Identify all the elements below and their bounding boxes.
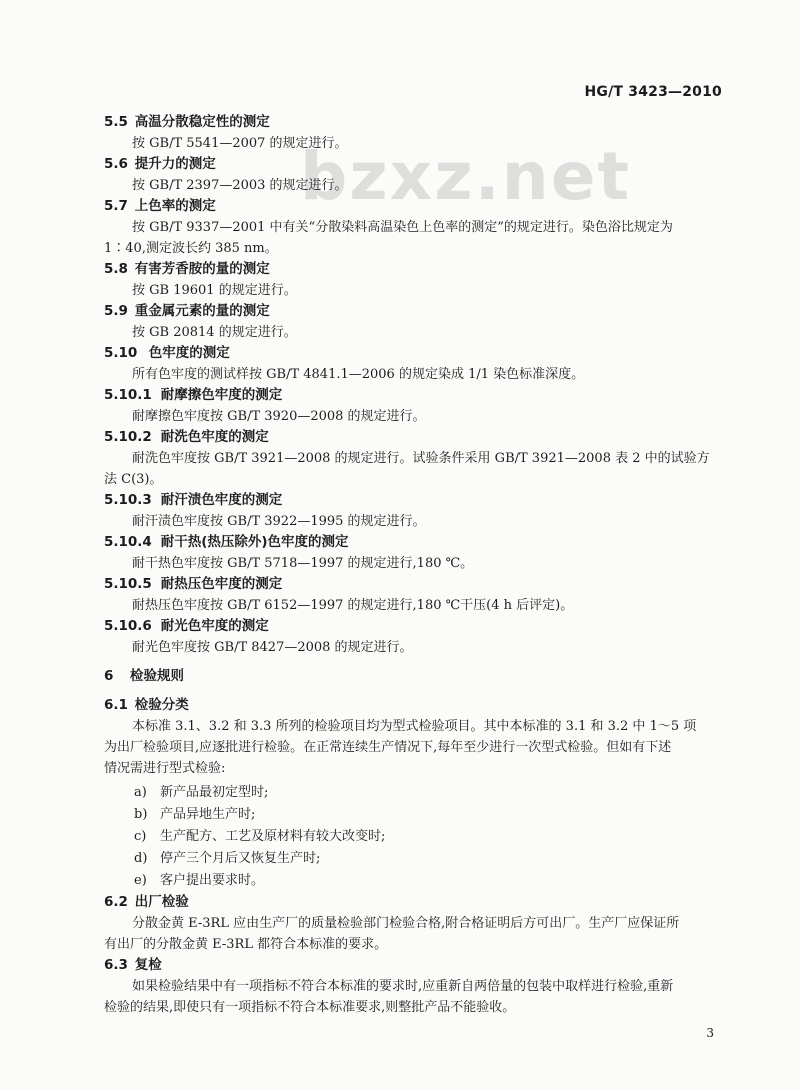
section-text: 耐干热色牢度按 GB/T 5718—1997 的规定进行,180 ℃。 <box>132 556 474 571</box>
section-text-continued: 为出厂检验项目,应逐批进行检验。在正常连续生产情况下,每年至少进行一次型式检验。但如有下述 <box>104 740 672 755</box>
section-heading: 5.10.4 耐干热(热压除外)色牢度的测定 <box>104 534 349 550</box>
chapter-heading: 6 检验规则 <box>104 668 184 684</box>
section-heading: 5.8 有害芳香胺的量的测定 <box>104 261 270 277</box>
section-heading: 5.10.6 耐光色牢度的测定 <box>104 618 269 634</box>
section-text: 按 GB 19601 的规定进行。 <box>132 283 297 298</box>
section-heading: 5.10.1 耐摩擦色牢度的测定 <box>104 387 283 403</box>
standard-code: HG/T 3423—2010 <box>584 84 722 100</box>
section-text: 按 GB/T 2397—2003 的规定进行。 <box>132 178 348 193</box>
section-text: 耐汗渍色牢度按 GB/T 3922—1995 的规定进行。 <box>132 514 426 529</box>
list-item: d) 停产三个月后又恢复生产时; <box>134 851 321 866</box>
document-body <box>104 112 744 1018</box>
watermark-text: bzxz.net <box>300 138 632 215</box>
section-text-continued: 检验的结果,即使只有一项指标不符合本标准要求,则整批产品不能验收。 <box>104 1000 516 1015</box>
section-heading: 5.10.3 耐汗渍色牢度的测定 <box>104 492 283 508</box>
list-item: c) 生产配方、工艺及原材料有较大改变时; <box>134 829 386 844</box>
section-text-continued: 1∶40,测定波长约 385 nm。 <box>104 241 278 256</box>
section-text: 分散金黄 E-3RL 应由生产厂的质量检验部门检验合格,附合格证明后方可出厂。生产厂应保证所 <box>132 916 680 931</box>
page-number: 3 <box>706 1026 714 1040</box>
section-heading: 5.10 色牢度的测定 <box>104 345 230 361</box>
section-text: 耐洗色牢度按 GB/T 3921—2008 的规定进行。试验条件采用 GB/T 3921—2008 表 2 中的试验方 <box>132 451 710 466</box>
section-text-continued: 法 C(3)。 <box>104 472 163 487</box>
list-item: e) 客户提出要求时。 <box>134 873 265 888</box>
section-heading: 5.7 上色率的测定 <box>104 198 216 214</box>
section-text: 按 GB 20814 的规定进行。 <box>132 325 297 340</box>
section-text-continued: 有出厂的分散金黄 E-3RL 都符合本标准的要求。 <box>104 937 388 952</box>
section-heading: 6.2 出厂检验 <box>104 894 189 910</box>
section-text: 按 GB/T 9337—2001 中有关“分散染料高温染色上色率的测定”的规定进行。染色浴比规定为 <box>132 220 673 235</box>
section-text: 按 GB/T 5541—2007 的规定进行。 <box>132 136 348 151</box>
list-item: a) 新产品最初定型时; <box>134 785 269 800</box>
section-text: 耐摩擦色牢度按 GB/T 3920—2008 的规定进行。 <box>132 409 426 424</box>
section-text-continued: 情况需进行型式检验: <box>104 761 226 776</box>
section-heading: 6.1 检验分类 <box>104 697 189 713</box>
section-heading: 5.5 高温分散稳定性的测定 <box>104 114 270 130</box>
section-text: 如果检验结果中有一项指标不符合本标准的要求时,应重新自两倍量的包装中取样进行检验,重新 <box>132 979 674 994</box>
section-text: 所有色牢度的测试样按 GB/T 4841.1—2006 的规定染成 1/1 染色标准深度。 <box>132 367 585 382</box>
section-heading: 5.6 提升力的测定 <box>104 156 216 172</box>
section-heading: 6.3 复检 <box>104 957 162 973</box>
section-text: 耐光色牢度按 GB/T 8427—2008 的规定进行。 <box>132 640 413 655</box>
section-heading: 5.10.2 耐洗色牢度的测定 <box>104 429 269 445</box>
section-heading: 5.9 重金属元素的量的测定 <box>104 303 270 319</box>
section-text: 耐热压色牢度按 GB/T 6152—1997 的规定进行,180 ℃干压(4 h 后评定)。 <box>132 598 574 613</box>
section-text: 本标准 3.1、3.2 和 3.3 所列的检验项目均为型式检验项目。其中本标准的 3.1 和 3.2 中 1～5 项 <box>132 719 697 734</box>
section-heading: 5.10.5 耐热压色牢度的测定 <box>104 576 283 592</box>
list-item: b) 产品异地生产时; <box>134 807 256 822</box>
